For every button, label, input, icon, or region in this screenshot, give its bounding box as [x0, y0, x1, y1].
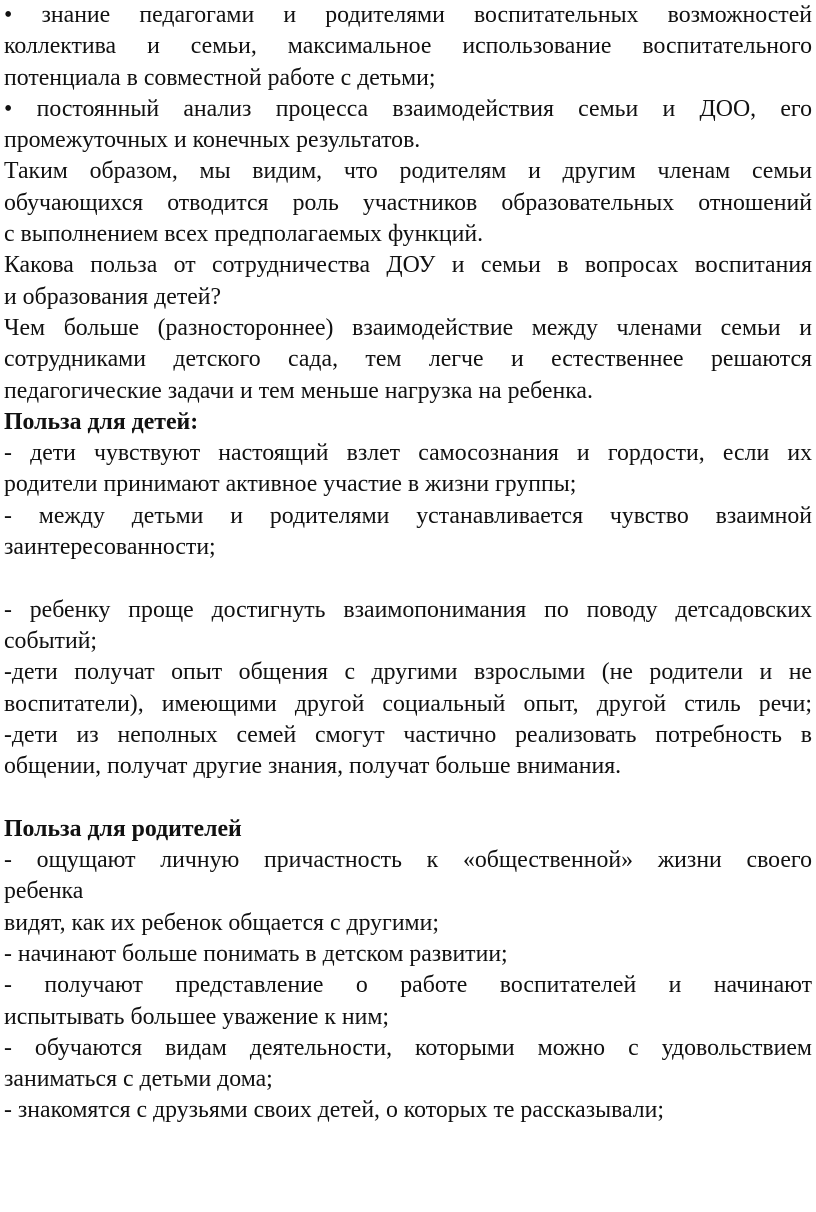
text-line: ребенка	[4, 878, 84, 905]
document-page	[4, 0, 812, 1127]
text-line: -дети из неполных семей смогут частично реализовать потребность в	[4, 721, 812, 748]
text-line: - ребенку проще достигнуть взаимопонимания по поводу детсадовских	[4, 596, 812, 623]
text-line: • постоянный анализ процесса взаимодействия семьи и ДОО, его	[4, 95, 812, 122]
text-line: -дети получат опыт общения с другими взрослыми (не родители и не	[4, 659, 812, 686]
text-line: обучающихся отводится роль участников образовательных отношений	[4, 189, 812, 216]
text-line: заниматься с детьми дома;	[4, 1066, 273, 1093]
text-line: - начинают больше понимать в детском развитии;	[4, 940, 508, 967]
text-line: заинтересованности;	[4, 534, 216, 561]
text-line: испытывать большее уважение к ним;	[4, 1003, 390, 1030]
text-line: коллектива и семьи, максимальное использование воспитательного	[4, 33, 812, 60]
text-line: сотрудниками детского сада, тем легче и естественнее решаются	[4, 346, 812, 373]
text-line: и образования детей?	[4, 283, 222, 310]
text-line: Таким образом, мы видим, что родителям и другим членам семьи	[4, 158, 812, 185]
section-heading-children: Польза для детей:	[4, 408, 199, 435]
text-line: событий;	[4, 627, 98, 654]
text-line: родители принимают активное участие в жизни группы;	[4, 471, 577, 498]
text-line: воспитатели), имеющими другой социальный опыт, другой стиль речи;	[4, 690, 812, 717]
text-line: с выполнением всех предполагаемых функций.	[4, 221, 484, 248]
section-heading-parents: Польза для родителей	[4, 815, 242, 842]
text-line: • знание педагогами и родителями воспитательных возможностей	[4, 2, 812, 28]
text-line: педагогические задачи и тем меньше нагрузка на ребенка.	[4, 377, 593, 404]
text-line: видят, как их ребенок общается с другими;	[4, 909, 439, 936]
text-line: потенциала в совместной работе с детьми;	[4, 64, 436, 91]
text-line: - ощущают личную причастность к «общественной» жизни своего	[4, 847, 812, 874]
text-line: - знакомятся с друзьями своих детей, о которых те рассказывали;	[4, 1097, 665, 1124]
text-line: - дети чувствуют настоящий взлет самосознания и гордости, если их	[4, 440, 812, 467]
text-line: - между детьми и родителями устанавливается чувство взаимной	[4, 502, 812, 529]
blank-line	[4, 782, 812, 813]
blank-line	[4, 563, 812, 594]
text-line: общении, получат другие знания, получат больше внимания.	[4, 753, 622, 780]
text-line: Чем больше (разностороннее) взаимодействие между членами семьи и	[4, 314, 812, 341]
text-line: - получают представление о работе воспитателей и начинают	[4, 972, 812, 999]
text-line: промежуточных и конечных результатов.	[4, 127, 421, 154]
text-line: Какова польза от сотрудничества ДОУ и семьи в вопросах воспитания	[4, 252, 812, 279]
text-line: - обучаются видам деятельности, которыми можно с удовольствием	[4, 1034, 812, 1061]
